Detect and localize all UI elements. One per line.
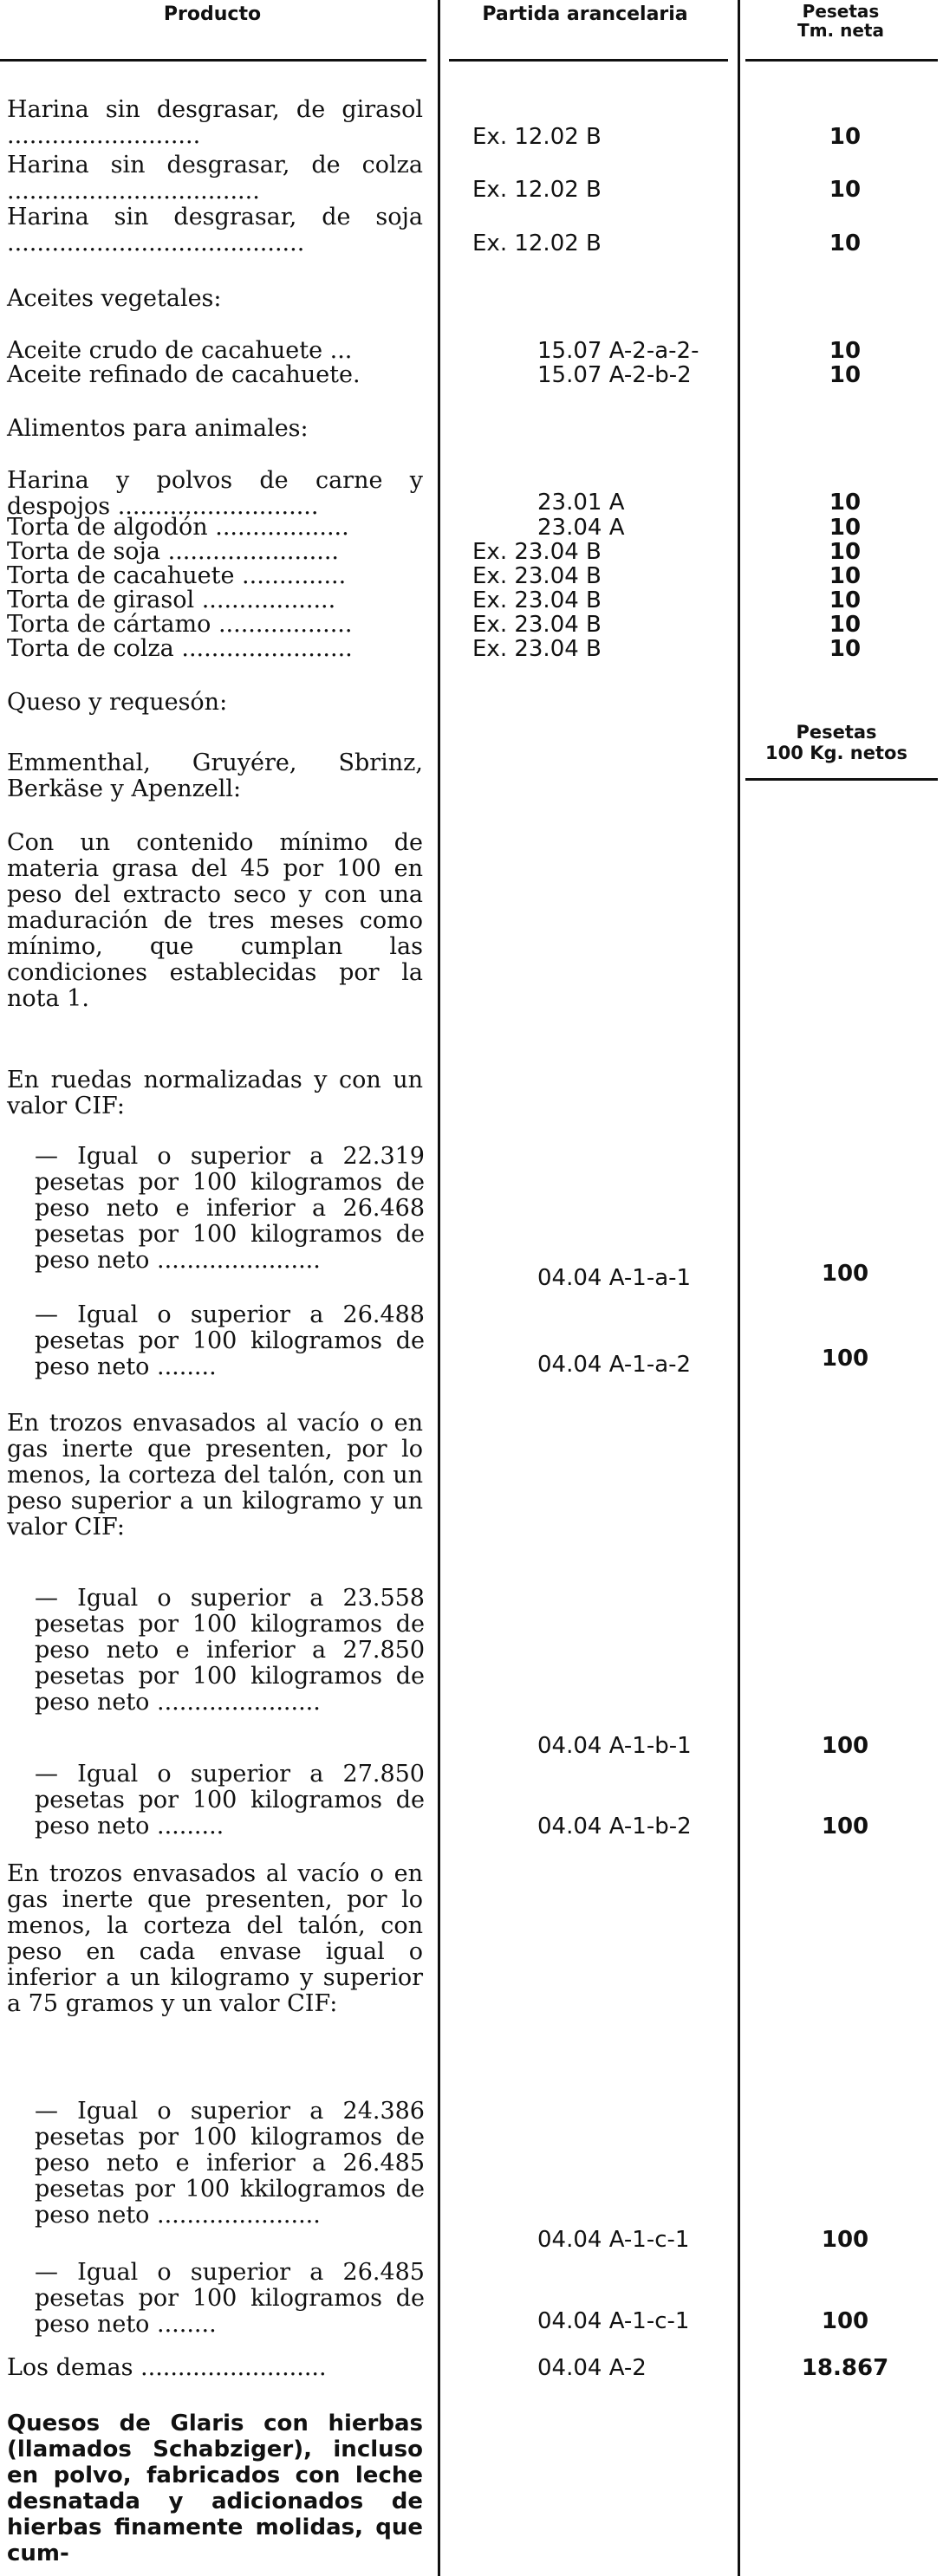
- code-harina-soja: Ex. 12.02 B: [472, 230, 602, 256]
- product-torta-cacahuete: Torta de cacahuete ..............: [7, 562, 347, 589]
- code-torta-cacahuete: Ex. 23.04 B: [472, 563, 602, 589]
- product-harina-carne: Harina y polvos de carne y despojos ...........................: [7, 467, 423, 520]
- value-torta-cartamo: 10: [829, 612, 862, 638]
- column-divider-left: [438, 0, 440, 2576]
- code-torta-cartamo: Ex. 23.04 B: [472, 612, 602, 638]
- wheels-heading: En ruedas normalizadas y con un valor CIF:: [7, 1067, 423, 1119]
- value-wheels-2: 100: [821, 1346, 869, 1372]
- code-harina-carne: 23.01 A: [537, 490, 625, 516]
- subheader-100kg: 100 Kg. netos: [765, 743, 907, 763]
- product-torta-colza: Torta de colza .......................: [7, 635, 353, 662]
- value-vacuum2-2: 100: [821, 2308, 869, 2334]
- product-los-demas: Los demas .........................: [7, 2354, 327, 2381]
- wheels-item-2: — Igual o superior a 26.488 pesetas por 100 kilogramos de peso neto ........: [35, 1301, 425, 1380]
- code-aceite-crudo: 15.07 A-2-a-2-: [537, 338, 699, 364]
- vacuum2-item-1: — Igual o superior a 24.386 pesetas por 100 kilogramos de peso neto e inferior a 26.485 pesetas por 100 kkilogramos de peso neto ......................: [35, 2098, 425, 2229]
- value-aceite-refinado: 10: [829, 362, 862, 388]
- header-tariff: Partida arancelaria: [482, 3, 688, 25]
- value-aceite-crudo: 10: [829, 338, 862, 364]
- product-torta-cartamo: Torta de cártamo ..................: [7, 611, 353, 638]
- value-torta-colza: 10: [829, 636, 862, 662]
- value-vacuum1-2: 100: [821, 1814, 869, 1840]
- product-torta-algodon: Torta de algodón ..................: [7, 514, 349, 541]
- product-torta-girasol: Torta de girasol ..................: [7, 587, 336, 613]
- heading-aceites: Aceites vegetales:: [7, 285, 222, 312]
- value-los-demas: 18.867: [801, 2355, 889, 2381]
- header-price-line1: Pesetas: [802, 1, 880, 22]
- value-torta-girasol: 10: [829, 587, 862, 613]
- product-harina-colza: Harina sin desgrasar, de colza ..................................: [7, 152, 423, 204]
- code-torta-girasol: Ex. 23.04 B: [472, 587, 602, 613]
- value-torta-algodon: 10: [829, 515, 862, 541]
- wheels-item-1: — Igual o superior a 22.319 pesetas por 100 kilogramos de peso neto e inferior a 26.468 pesetas por 100 kilogramos de peso neto ......................: [35, 1143, 425, 1274]
- code-vacuum1-1: 04.04 A-1-b-1: [537, 1733, 692, 1759]
- value-harina-carne: 10: [829, 490, 862, 516]
- value-harina-soja: 10: [829, 230, 862, 256]
- code-los-demas: 04.04 A-2: [537, 2355, 647, 2381]
- product-torta-soja: Torta de soja .......................: [7, 538, 340, 565]
- cheese-types: Emmenthal, Gruyére, Sbrinz, Berkäse y Apenzell:: [7, 749, 423, 802]
- vacuum1-heading: En trozos envasados al vacío o en gas inerte que presenten, por lo menos, la corteza del talón, con un peso superior a un kilogramo y un valor CIF:: [7, 1410, 423, 1541]
- header-rule-price: [745, 59, 938, 62]
- header-price-line2: Tm. neta: [797, 20, 884, 41]
- code-wheels-1: 04.04 A-1-a-1: [537, 1265, 692, 1291]
- product-harina-soja: Harina sin desgrasar, de soja ........................................: [7, 204, 423, 256]
- code-vacuum1-2: 04.04 A-1-b-2: [537, 1814, 692, 1840]
- code-aceite-refinado: 15.07 A-2-b-2: [537, 362, 692, 388]
- code-wheels-2: 04.04 A-1-a-2: [537, 1352, 692, 1378]
- vacuum1-item-1: — Igual o superior a 23.558 pesetas por 100 kilogramos de peso neto e inferior a 27.850 pesetas por 100 kilogramos de peso neto ......................: [35, 1585, 425, 1716]
- value-torta-cacahuete: 10: [829, 563, 862, 589]
- header-rule-product: [0, 59, 426, 62]
- header-rule-tariff: [449, 59, 728, 62]
- heading-alimentos: Alimentos para animales:: [7, 415, 309, 442]
- product-aceite-crudo: Aceite crudo de cacahuete ...: [7, 337, 353, 364]
- vacuum2-heading: En trozos envasados al vacío o en gas inerte que presenten, por lo menos, la corteza del talón, con peso en cada envase igual o inferior a un kilogramo y superior a 75 gramos y un valor CIF:: [7, 1860, 423, 2017]
- code-vacuum2-1: 04.04 A-1-c-1: [537, 2227, 690, 2253]
- product-harina-girasol: Harina sin desgrasar, de girasol ..........................: [7, 96, 423, 149]
- subheader-pesetas: Pesetas: [796, 722, 877, 743]
- value-harina-colza: 10: [829, 177, 862, 203]
- vacuum1-item-2: — Igual o superior a 27.850 pesetas por 100 kilogramos de peso neto .........: [35, 1761, 425, 1840]
- header-product: Producto: [163, 3, 262, 25]
- cheese-condition: Con un contenido mínimo de materia grasa del 45 por 100 en peso del extracto seco y con una maduración de tres meses como mínimo, que cumplan las condiciones establecidas por la nota 1.: [7, 829, 423, 1012]
- value-wheels-1: 100: [821, 1261, 869, 1287]
- value-harina-girasol: 10: [829, 124, 862, 150]
- subheader-rule: [745, 778, 938, 781]
- value-torta-soja: 10: [829, 539, 862, 565]
- code-vacuum2-2: 04.04 A-1-c-1: [537, 2308, 690, 2334]
- code-torta-algodon: 23.04 A: [537, 515, 625, 541]
- value-vacuum2-1: 100: [821, 2227, 869, 2253]
- code-torta-soja: Ex. 23.04 B: [472, 539, 602, 565]
- heading-queso: Queso y requesón:: [7, 689, 228, 716]
- code-harina-girasol: Ex. 12.02 B: [472, 124, 602, 150]
- value-vacuum1-1: 100: [821, 1733, 869, 1759]
- code-harina-colza: Ex. 12.02 B: [472, 177, 602, 203]
- vacuum2-item-2: — Igual o superior a 26.485 pesetas por 100 kilogramos de peso neto ........: [35, 2259, 425, 2338]
- glaris-text: Quesos de Glaris con hierbas (llamados Schabziger), incluso en polvo, fabricados con leche desnatada y adicionados de hierbas finamente molidas, que cum-: [7, 2411, 423, 2566]
- code-torta-colza: Ex. 23.04 B: [472, 636, 602, 662]
- product-aceite-refinado: Aceite refinado de cacahuete.: [7, 361, 361, 388]
